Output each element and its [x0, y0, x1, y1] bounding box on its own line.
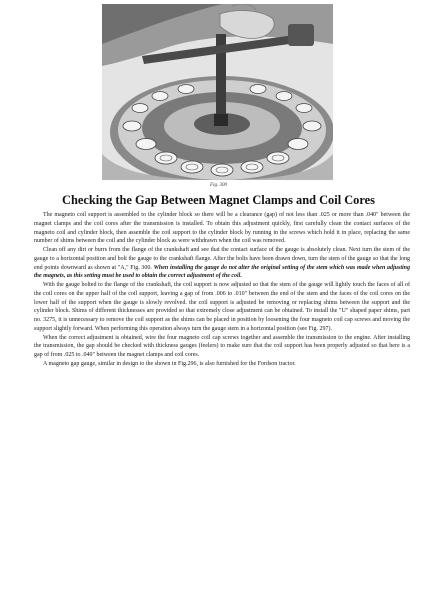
magneto-coil-photo-illustration: [102, 4, 333, 180]
figure-caption: Fig. 300: [210, 183, 227, 188]
paragraph-1-text: The magneto coil support is assembled to the cylinder block so there will be a clearance (gap) of not less than .025 or more than .040" between the magnet clamps and the coil cores after the transmission is installed. To obtain this adjustment quickly, first carefully clean the contact surfaces of the magneto coil and cylinder block, then assemble the coil support to the cylinder block by running in the screws which hold it in place, replacing the same number of shims between the coil and the cylinder block as were withdrawn when the coil was removed.: [34, 212, 410, 245]
paragraph-5: [34, 360, 410, 369]
paragraph-1: [34, 211, 410, 246]
section-heading: Checking the Gap Between Magnet Clamps and Coil Cores: [62, 193, 375, 207]
paragraph-2-text: Clean off any dirt or burrs from the flange of the crankshaft and see that the contact surface of the gauge is absolutely clean. Next turn the stem of the gauge to a horizontal position and bolt the gauge to the crankshaft flange. After the bolts have been drawn down, turn the stem of the gauge so that the long end points downward as shown at "A," Fig. 300.: [34, 247, 410, 271]
paragraph-4-text: When the correct adjustment is obtained, wire the four magneto coil cap screws together and assemble the transmission to the engine. After installing the transmission, the gap should be checked with thickness gauges (feelers) to make sure that the coil support has been properly adjusted so that here is a gap of from .025 to .040" between the magnet clamps and coil cores.: [34, 334, 410, 358]
paragraph-3-text: With the gauge bolted to the flange of the crankshaft, the coil support is now adjusted so that the stem of the gauge will lightly touch the faces of all of the coil cores on the upper half of the coil support, leaving a gap of from .006 to .010" between the end of the stem and the faces of the coil cores on the lower half of the support when the gauge is slowly revolved. the coil support is adjusted be removing or replacing shims between the support and the cylinder block. Shims of different thicknesses are provided so that extremely close adjustment can be obtained. To install the "U" shaped paper shims, part no. 3275, it is unnecessary to remove the coil support as the shims can be placed in position by loosening the four magneto coil cap screws and moving the support slightly forward. When performing this operation always turn the gauge stem in a horizontal position (see Fig. 297).: [34, 282, 410, 332]
paragraph-3: [34, 281, 410, 334]
paragraph-2: [34, 246, 410, 281]
paragraph-5-text: A magneto gap gauge, similar in design to the shown in Fig.296, is also furnished for the Fordson tractor.: [43, 360, 296, 367]
paragraph-2-emphasis: When installing the gauge do not alter the original setting of the stem which was made when adjusting the magnets, as this setting must be used to obtain the correct adjustment of the coil.: [34, 264, 411, 280]
figure-image: [102, 4, 333, 180]
paragraph-4: [34, 334, 410, 360]
body-text: [34, 211, 410, 369]
